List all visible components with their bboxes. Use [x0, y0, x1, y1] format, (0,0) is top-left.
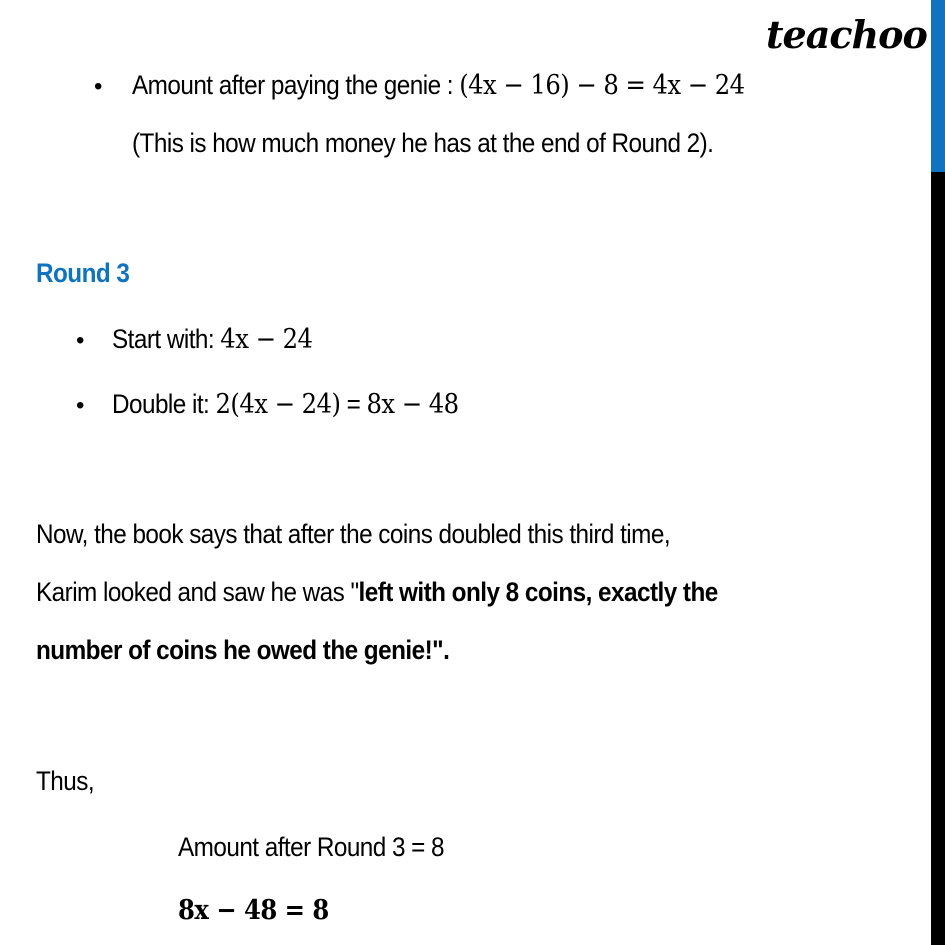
- paragraph-line-2-bold: left with only 8 coins, exactly the: [358, 577, 718, 607]
- double-eq: =: [340, 389, 367, 419]
- bullet-icon: •: [76, 392, 85, 419]
- round3-heading: Round 3: [36, 258, 130, 288]
- paragraph-line-3: number of coins he owed the genie!".: [36, 635, 450, 665]
- paragraph-line-2: [36, 577, 718, 608]
- round2-amount-line: [132, 70, 745, 101]
- sidebar-accent-blue: [931, 0, 945, 172]
- round3-double-line: [112, 389, 459, 420]
- paragraph-line-2-plain: Karim looked and saw he was ": [36, 577, 359, 607]
- teachoo-logo: teachoo: [766, 12, 927, 57]
- round2-note: (This is how much money he has at the end of Round 2).: [132, 128, 714, 158]
- thus-label: Thus,: [36, 766, 95, 796]
- amount-after-round3: Amount after Round 3 = 8: [178, 832, 444, 862]
- start-math: 4x − 24: [220, 324, 313, 355]
- sidebar-accent-black: [931, 172, 945, 945]
- double-label: Double it:: [112, 389, 216, 419]
- final-equation: 8x − 48 = 8: [178, 895, 329, 926]
- start-label: Start with:: [112, 324, 221, 354]
- round2-amount-math: (4x − 16) − 8 = 4x − 24: [459, 70, 745, 101]
- round3-start-line: [112, 324, 312, 355]
- double-math-right: 8x − 48: [366, 389, 459, 420]
- bullet-icon: •: [94, 73, 103, 100]
- double-math-left: 2(4x − 24): [215, 389, 341, 420]
- bullet-icon: •: [76, 327, 85, 354]
- paragraph-line-1: Now, the book says that after the coins doubled this third time,: [36, 519, 671, 549]
- round2-amount-label: Amount after paying the genie :: [132, 70, 460, 100]
